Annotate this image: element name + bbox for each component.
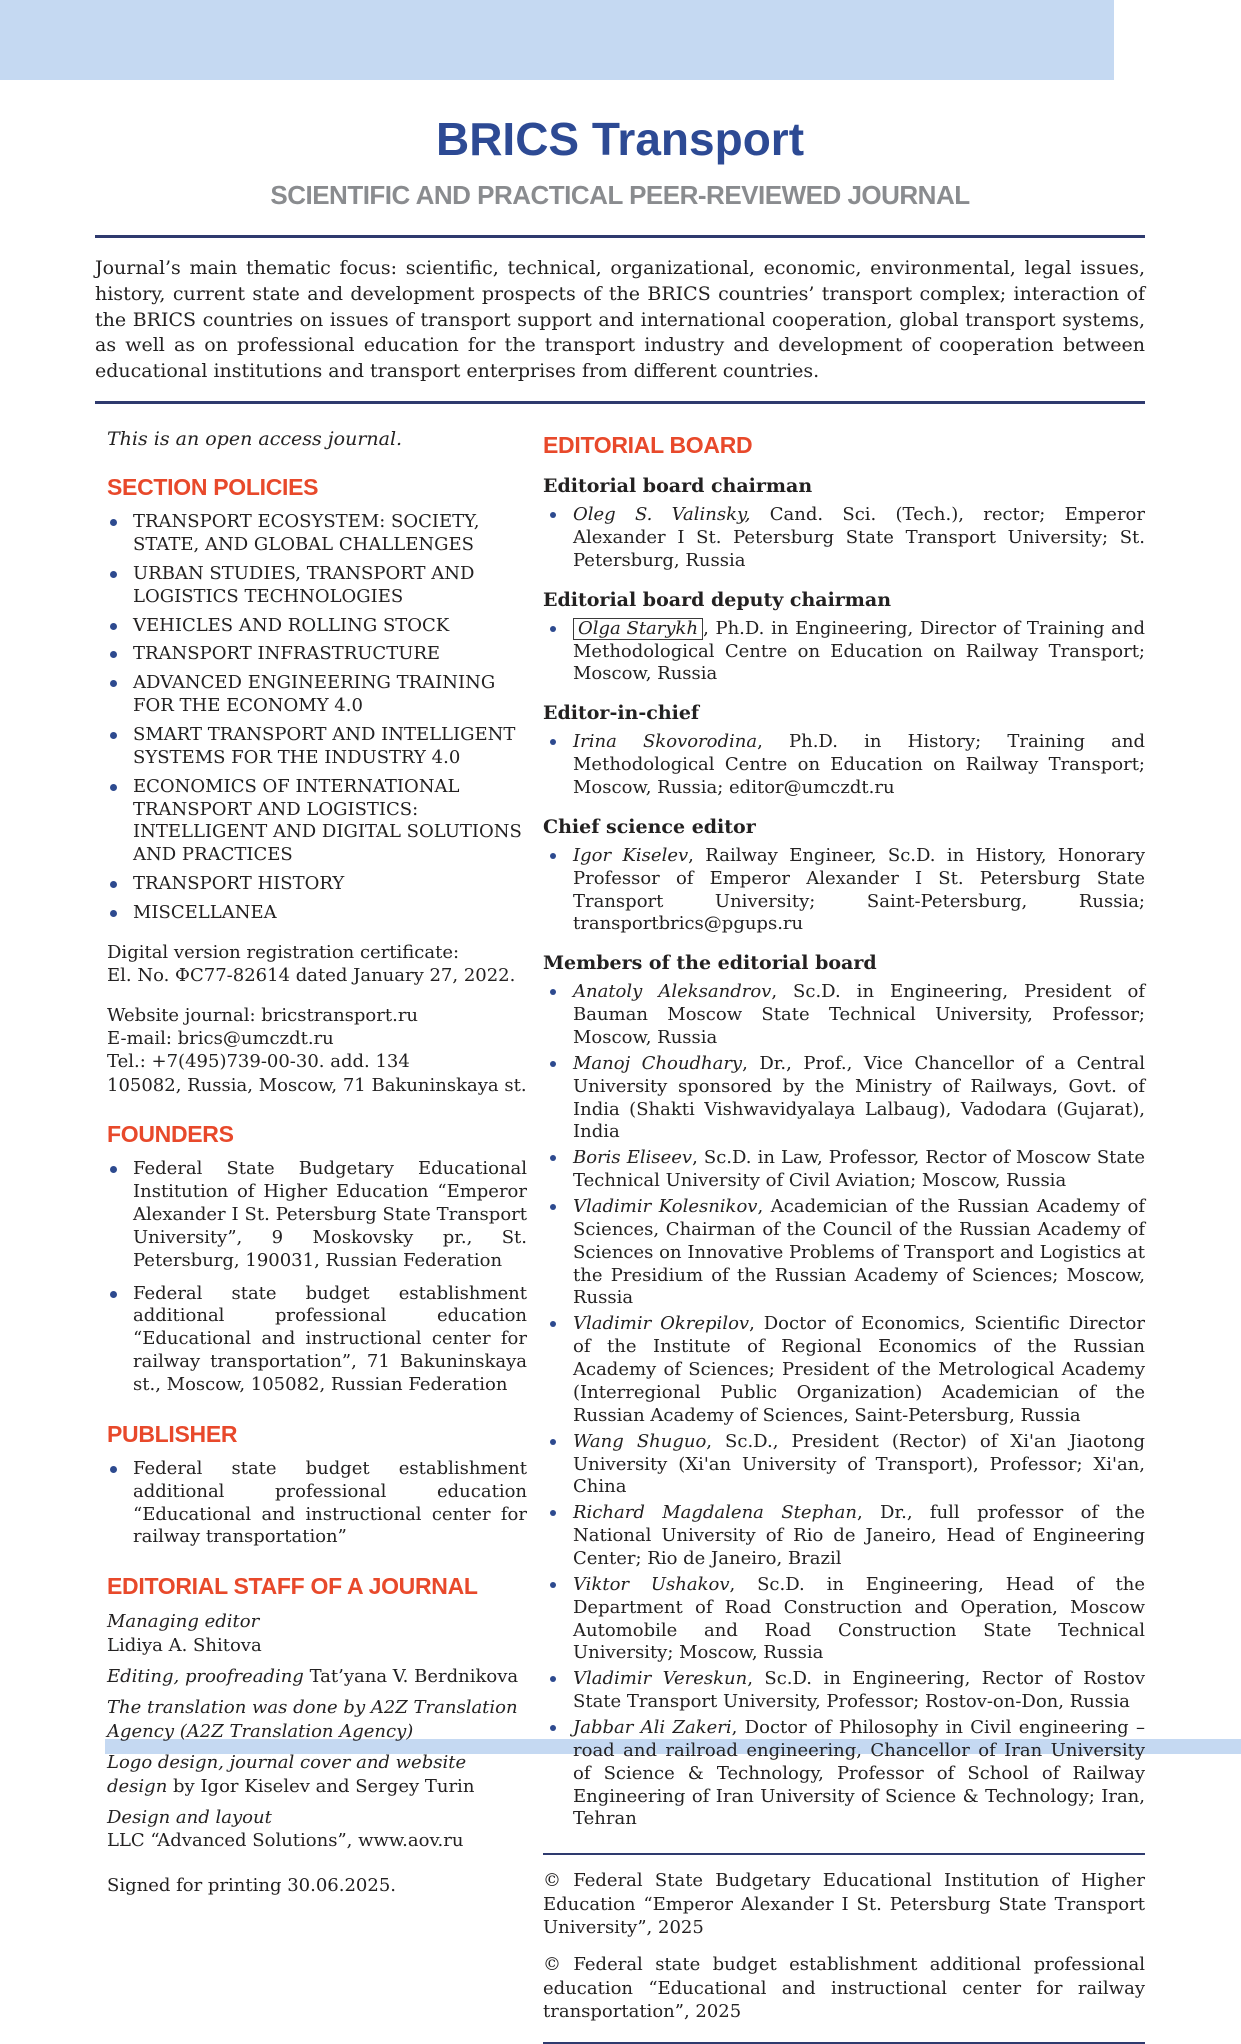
board-member: [543, 1574, 1145, 1665]
list-item-text: MISCELLANEA: [133, 902, 277, 924]
list-item: [107, 776, 527, 867]
list-item-text: SMART TRANSPORT AND INTELLIGENT SYSTEMS FOR THE INDUSTRY 4.0: [133, 724, 516, 768]
list-item-text: Federal state budget establishment additional professional education “Educational and instructional center for railway transportation”, 71 Bakuninskaya st., Moscow, 105082, Russian Federation: [133, 1282, 527, 1395]
board-member: [543, 1053, 1145, 1144]
list-item: [107, 672, 527, 718]
list-item: [107, 873, 527, 896]
list-item-text: URBAN STUDIES, TRANSPORT AND LOGISTICS TECHNOLOGIES: [133, 562, 475, 607]
divider-above-copyright: [543, 1853, 1145, 1855]
phone-line: Tel.: +7(495)739-00-30. add. 134: [107, 1051, 410, 1073]
list-item: [107, 724, 527, 770]
list-item: [107, 615, 527, 638]
managing-editor-entry: [107, 1610, 527, 1657]
member-details: , Dr., Prof., Vice Chancellor of a Central University sponsored by the Ministry of Railways, Govt. of India (Shakti Vishwavidyalaya Lalbaug), Vadodara (Gujarat), India: [573, 1052, 1145, 1143]
top-blue-band: [0, 0, 1114, 80]
member-name: Boris Eliseev: [573, 1147, 693, 1169]
publisher-list: [107, 1458, 527, 1549]
board-member: [543, 731, 1145, 800]
board-member: [543, 1668, 1145, 1714]
list-item: [107, 643, 527, 666]
member-details: , Academician of the Russian Academy of Sciences, Chairman of the Council of the Russian Academy of Sciences on Innovative Problems of Transport and Logistics at the Presidium of the Russian Academy of Sciences; Moscow, Russia: [573, 1196, 1145, 1309]
divider-top: [95, 235, 1145, 238]
open-access-note: This is an open access journal.: [107, 428, 403, 451]
translation-entry: [107, 1696, 527, 1743]
list-item-text: ECONOMICS OF INTERNATIONAL TRANSPORT AND LOGISTICS: INTELLIGENT AND DIGITAL SOLUTIONS AND PRACTICES: [133, 775, 522, 866]
board-member: [543, 1313, 1145, 1427]
member-name-boxed: Olga Starykh: [573, 618, 703, 641]
list-item: [107, 563, 527, 609]
section-policies-list: [107, 511, 527, 925]
member-details: , Ph.D. in History; Training and Methodological Centre on Education on Railway Transport; Moscow, Russia; editor@umczdt.ru: [573, 731, 1145, 799]
list-item-text: TRANSPORT ECOSYSTEM: SOCIETY, STATE, AND GLOBAL CHALLENGES: [133, 511, 480, 555]
member-name: Wang Shuguo: [573, 1430, 707, 1452]
member-name: Richard Magdalena Stephan: [573, 1502, 857, 1524]
member-name: Oleg S. Valinsky,: [573, 504, 751, 526]
list-item-text: TRANSPORT HISTORY: [133, 873, 345, 895]
list-item: [107, 511, 527, 557]
editing-entry: [107, 1665, 527, 1688]
member-name: Vladimir Okrepilov: [573, 1313, 750, 1335]
contacts-block: [107, 1004, 527, 1098]
registration-line: Digital version registration certificate:: [107, 941, 460, 963]
registration-certificate: [107, 941, 527, 988]
editorial-staff-heading: EDITORIAL STAFF OF A JOURNAL: [107, 1573, 478, 1600]
member-name: Igor Kiselev: [573, 844, 689, 866]
signed-for-printing: Signed for printing 30.06.2025.: [107, 1874, 397, 1896]
two-column-layout: [95, 408, 1145, 2043]
copyright-center: © Federal state budget establishment additional professional education “Educational and instructional center for railway transportation”, 2025: [543, 1954, 1145, 2023]
chief-science-editor-title: Chief science editor: [543, 815, 756, 838]
member-name: Manoj Choudhary: [573, 1052, 743, 1074]
member-name: Viktor Ushakov: [573, 1573, 730, 1595]
editor-in-chief-list: [543, 731, 1145, 800]
left-column: [95, 408, 527, 2043]
member-details: , Doctor of Philosophy in Civil engineering – road and railroad engineering, Chancellor of Iran University of Science & Technology, Professor of School of Railway Engineering of Iran University of Science & Technology; Iran, Tehran: [573, 1716, 1145, 1830]
role-label: Logo design, journal cover and website design: [107, 1752, 467, 1797]
editorial-board-heading: EDITORIAL BOARD: [543, 432, 753, 459]
member-details: , Sc.D. in Engineering, Head of the Department of Road Construction and Operation, Moscow Automobile and Road Construction State Technical University; Moscow, Russia: [573, 1573, 1145, 1664]
editor-in-chief-title: Editor-in-chief: [543, 702, 700, 725]
page-title: BRICS Transport: [435, 113, 805, 165]
list-item: [107, 1458, 527, 1549]
members-title: Members of the editorial board: [543, 952, 877, 975]
board-member: [543, 1502, 1145, 1571]
copyright-university: © Federal State Budgetary Educational Institution of Higher Education “Emperor Alexander I St. Petersburg State Transport University”, 2025: [543, 1870, 1145, 1939]
translation-note: The translation was done by A2Z Translation Agency (A2Z Translation Agency): [107, 1697, 518, 1742]
address-line: 105082, Russia, Moscow, 71 Bakuninskaya st.: [107, 1074, 527, 1096]
board-member: [543, 504, 1145, 573]
member-details: Cand. Sci. (Tech.), rector; Emperor Alexander I St. Petersburg State Transport University; St. Petersburg, Russia: [573, 504, 1145, 571]
board-member: [543, 1717, 1145, 1831]
member-details: , Ph.D. in Engineering, Director of Training and Methodological Centre on Education on Railway Transport; Moscow, Russia: [573, 617, 1145, 685]
board-member: [543, 845, 1145, 936]
list-item-text: Federal State Budgetary Educational Institution of Higher Education “Emperor Alexander I St. Petersburg State Transport University”, 9 Moskovsky pr., St. Petersburg, 190031, Russian Federation: [133, 1158, 527, 1271]
person-name: Lidiya A. Shitova: [107, 1634, 262, 1656]
member-details: , Sc.D., President (Rector) of Xi'an Jiaotong University (Xi'an University of Transport), Professor; Xi'an, China: [573, 1430, 1146, 1498]
divider-below-copyright: [543, 2042, 1145, 2044]
role-label: Managing editor: [107, 1611, 260, 1633]
person-name: by Igor Kiselev and Sergey Turin: [173, 1775, 475, 1797]
website-line: Website journal: bricstransport.ru: [107, 1004, 419, 1026]
founders-list: [107, 1158, 527, 1397]
person-name: Tat’yana V. Berdnikova: [309, 1666, 519, 1688]
logo-design-entry: [107, 1751, 527, 1798]
chairman-list: [543, 504, 1145, 573]
chief-science-editor-list: [543, 845, 1145, 936]
list-item: [107, 1283, 527, 1397]
role-label: Editing, proofreading: [107, 1666, 304, 1688]
layout-entry: [107, 1806, 527, 1853]
member-details: , Sc.D. in Law, Professor, Rector of Moscow State Technical University of Civil Aviation; Moscow, Russia: [573, 1147, 1145, 1192]
list-item: [107, 902, 527, 925]
founders-heading: FOUNDERS: [107, 1121, 234, 1148]
member-name: Vladimir Kolesnikov: [573, 1196, 758, 1218]
chairman-title: Editorial board chairman: [543, 475, 813, 498]
member-name: Vladimir Vereskun: [573, 1668, 748, 1690]
member-name: Anatoly Aleksandrov: [573, 981, 772, 1003]
journal-scope-paragraph: Journal’s main thematic focus: scientific, technical, organizational, economic, environmental, legal issues, history, current state and development prospects of the BRICS countries’ transport complex; interaction of the BRICS countries on issues of transport support and international cooperation, global transport systems, as well as on professional education for the transport industry and development of cooperation between educational institutions and transport enterprises from different countries.: [95, 257, 1145, 383]
page-subtitle: SCIENTIFIC AND PRACTICAL PEER-REVIEWED JOURNAL: [270, 180, 970, 210]
publisher-heading: PUBLISHER: [107, 1420, 238, 1447]
list-item-text: VEHICLES AND ROLLING STOCK: [133, 614, 450, 636]
member-details: , Sc.D. in Engineering, President of Bauman Moscow State Technical University, Professor; Moscow, Russia: [573, 981, 1145, 1049]
board-member: [543, 1196, 1145, 1310]
deputy-chairman-title: Editorial board deputy chairman: [543, 588, 892, 611]
board-member: [543, 981, 1145, 1050]
members-list: [543, 981, 1145, 1831]
board-member: [543, 618, 1145, 687]
list-item-text: TRANSPORT INFRASTRUCTURE: [133, 643, 441, 665]
member-details: , Sc.D. in Engineering, Rector of Rostov State Transport University, Professor; Rostov-on-Don, Russia: [573, 1668, 1145, 1713]
member-name: Jabbar Ali Zakeri: [573, 1716, 732, 1738]
company-name: LLC “Advanced Solutions”, www.aov.ru: [107, 1830, 464, 1852]
registration-line: El. No. ФС77-82614 dated January 27, 2022.: [107, 965, 516, 987]
member-name: Irina Skovorodina: [573, 731, 758, 753]
member-details: , Doctor of Economics, Scientific Director of the Institute of Regional Economics of the Russian Academy of Sciences; President of the Metrological Academy (Interregional Public Organization) Academician of the Russian Academy of Sciences, Saint-Petersburg, Russia: [573, 1313, 1145, 1426]
section-policies-heading: SECTION POLICIES: [107, 474, 319, 501]
role-label: Design and layout: [107, 1807, 272, 1828]
right-column: [527, 408, 1145, 2043]
board-member: [543, 1431, 1145, 1500]
deputy-chairman-list: [543, 618, 1145, 687]
member-details: , Dr., full professor of the National University of Rio de Janeiro, Head of Engineering Center; Rio de Janeiro, Brazil: [573, 1502, 1145, 1569]
divider-under-intro: [95, 401, 1145, 404]
list-item: [107, 1158, 527, 1272]
board-member: [543, 1147, 1145, 1193]
page-content: [95, 80, 1145, 2044]
email-line: E-mail: brics@umczdt.ru: [107, 1028, 334, 1050]
list-item-text: Federal state budget establishment additional professional education “Educational and instructional center for railway transportation”: [133, 1457, 527, 1548]
list-item-text: ADVANCED ENGINEERING TRAINING FOR THE ECONOMY 4.0: [133, 672, 496, 717]
member-details: , Railway Engineer, Sc.D. in History, Honorary Professor of Emperor Alexander I St. Petersburg State Transport University; Saint-Petersburg, Russia; transportbrics@pgups.ru: [573, 844, 1146, 935]
